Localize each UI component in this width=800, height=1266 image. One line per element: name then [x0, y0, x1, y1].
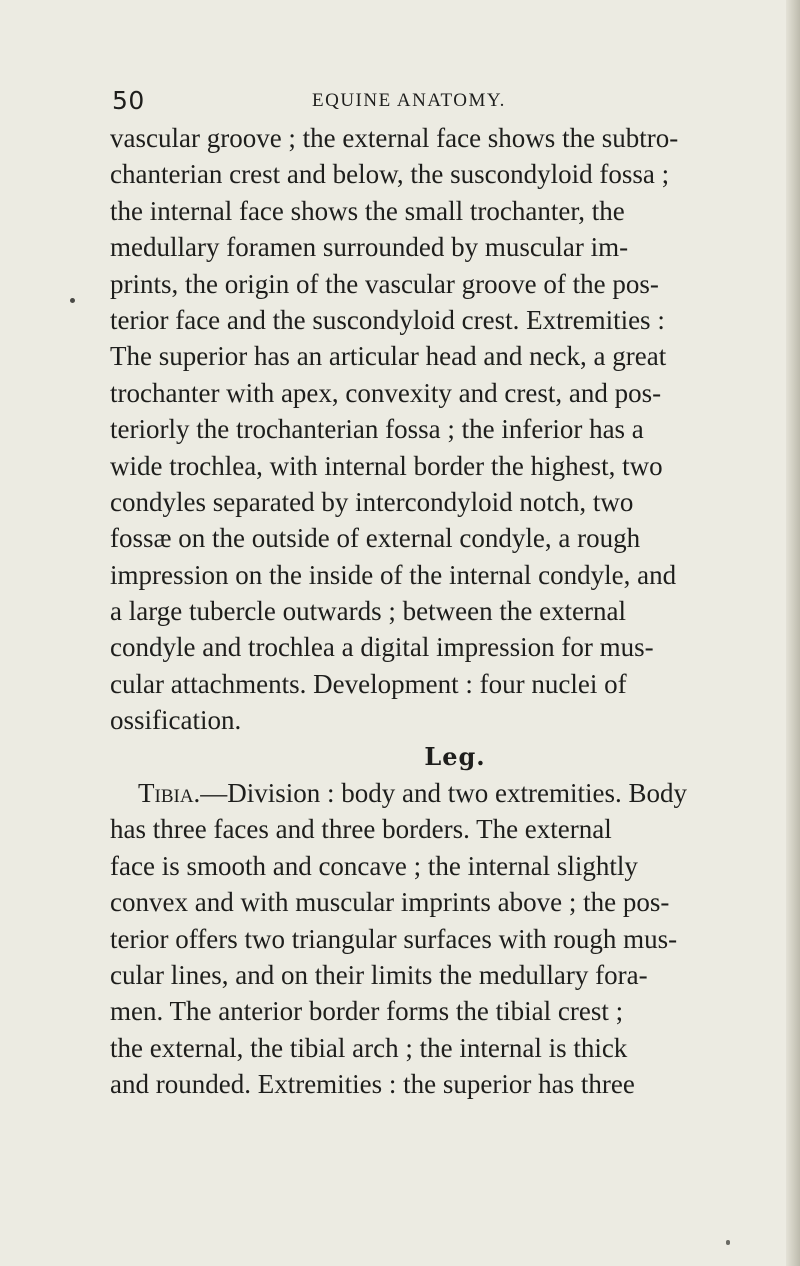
- text-line: ossification.: [110, 705, 242, 736]
- text-line: cular lines, and on their limits the medullary fora-: [110, 959, 648, 990]
- text-line: condyles separated by intercondyloid notch, two: [110, 486, 634, 517]
- text-line: the external, the tibial arch ; the internal is thick: [110, 1032, 628, 1063]
- text-line: terior face and the suscondyloid crest. Extremities :: [110, 304, 665, 335]
- text-line: prints, the origin of the vascular groove of the pos-: [110, 268, 659, 299]
- text-line: men. The anterior border forms the tibial crest ;: [110, 996, 624, 1027]
- page-header: [112, 86, 752, 116]
- first-line-rest: —Division : body and two extremities. Body: [200, 778, 688, 809]
- text-line: teriorly the trochanterian fossa ; the inferior has a: [110, 414, 644, 445]
- text-line-first: [110, 775, 770, 811]
- text-line: convex and with muscular imprints above ; the pos-: [110, 887, 670, 918]
- text-line: face is smooth and concave ; the internal slightly: [110, 850, 638, 881]
- text-line: chanterian crest and below, the suscondyloid fossa ;: [110, 159, 670, 190]
- text-line: trochanter with apex, convexity and crest, and pos-: [110, 377, 662, 408]
- text-line: terior offers two triangular surfaces with rough mus-: [110, 923, 678, 954]
- page-number: 50: [112, 86, 145, 115]
- text-line: vascular groove ; the external face shows the subtro-: [110, 123, 679, 153]
- section-heading: Leg.: [424, 741, 486, 771]
- text-line: has three faces and three borders. The external: [110, 814, 612, 845]
- text-line: the internal face shows the small trochanter, the: [110, 195, 625, 226]
- stray-mark: [70, 298, 75, 303]
- text-line: wide trochlea, with internal border the highest, two: [110, 450, 663, 481]
- body-text: [110, 120, 770, 1103]
- text-line: medullary foramen surrounded by muscular im-: [110, 232, 629, 263]
- paragraph-femur: [110, 120, 770, 739]
- text-line: cular attachments. Development : four nuclei of: [110, 668, 627, 699]
- text-line: fossæ on the outside of external condyle, a rough: [110, 523, 641, 554]
- paragraph-tibia: [110, 775, 770, 1103]
- text-line: impression on the inside of the internal condyle, and: [110, 559, 677, 590]
- page-edge-shadow: [786, 0, 800, 1266]
- text-line: and rounded. Extremities : the superior has three: [110, 1069, 635, 1100]
- text-line: a large tubercle outwards ; between the external: [110, 596, 627, 627]
- text-line: The superior has an articular head and neck, a great: [110, 341, 667, 372]
- print-speck: [726, 1240, 730, 1245]
- running-head: EQUINE ANATOMY.: [312, 90, 506, 111]
- lead-word: Tibia.: [138, 778, 201, 809]
- text-line: condyle and trochlea a digital impression for mus-: [110, 632, 654, 663]
